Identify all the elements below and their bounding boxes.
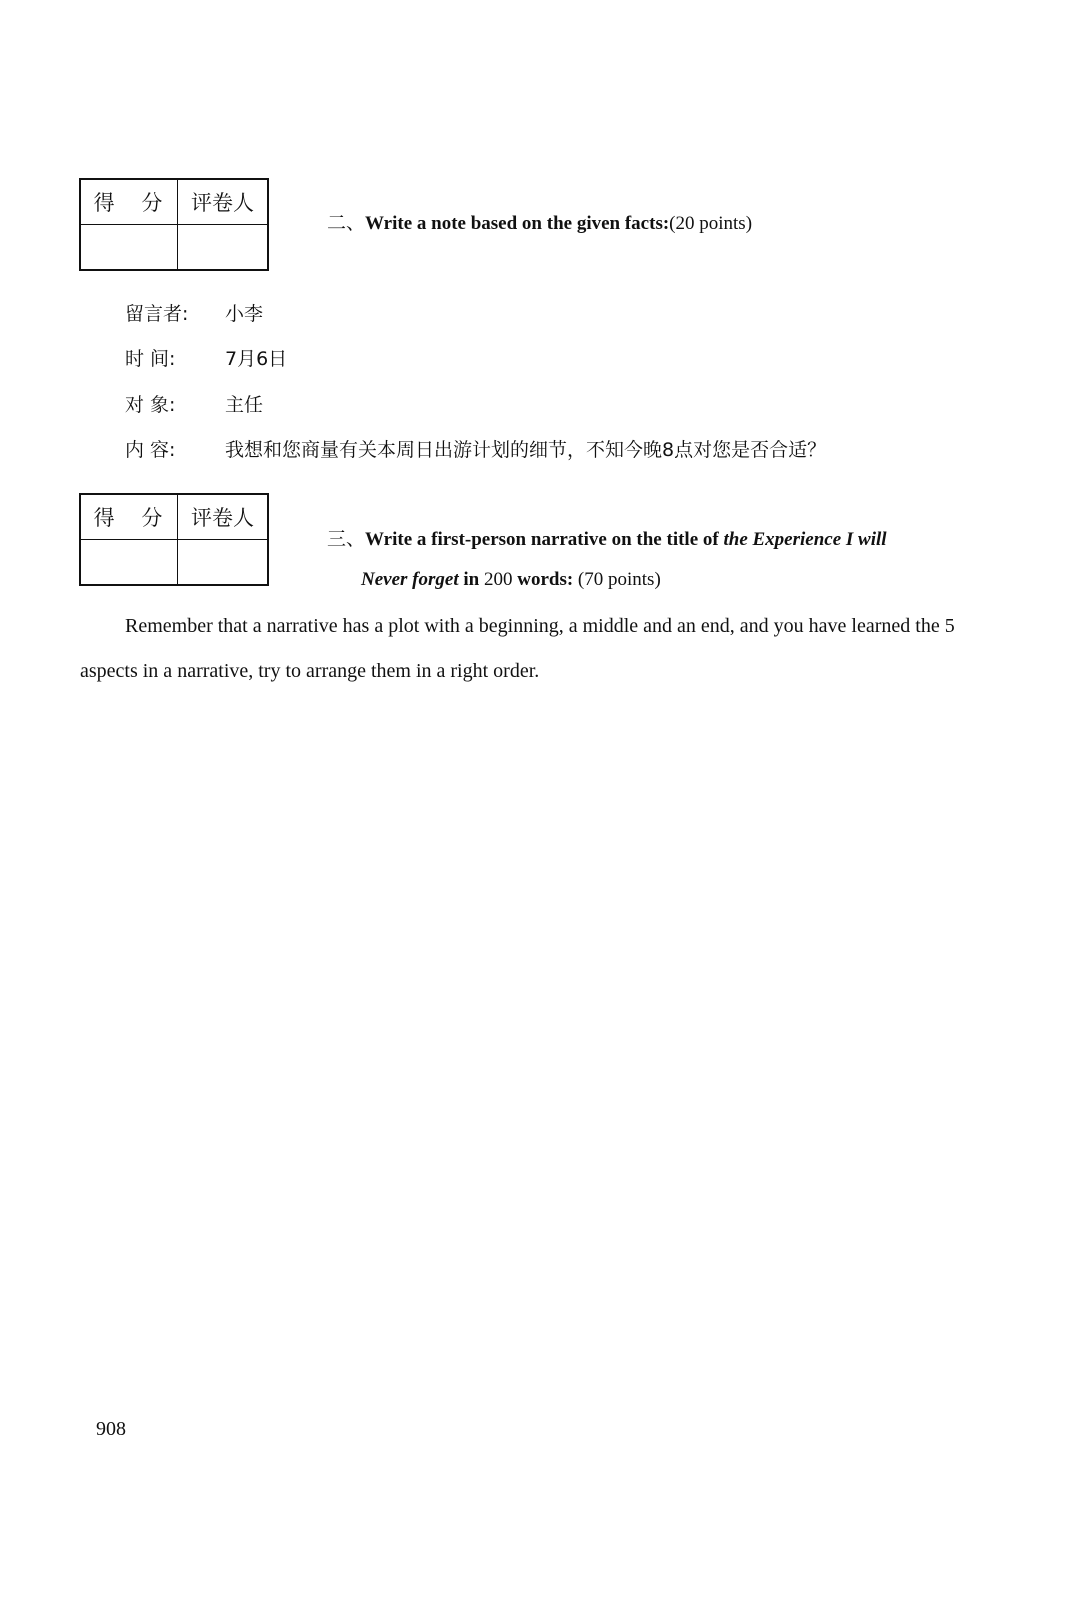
score-label: 得 分 xyxy=(80,494,178,540)
question-2-number: 二、 xyxy=(327,212,366,234)
fact-row-author xyxy=(125,299,263,326)
score-box-1 xyxy=(79,178,269,271)
grader-label: 评卷人 xyxy=(178,179,269,225)
grader-label: 评卷人 xyxy=(178,494,269,540)
grader-cell[interactable] xyxy=(178,540,269,586)
fact-row-recipient xyxy=(125,390,263,417)
instruction-text: Remember that a narrative has a plot with a beginning, a middle and an end, and you have learned the 5 aspects in a narrative, try to arrange them in a right order. xyxy=(80,615,955,682)
fact-label: 时 间: xyxy=(125,348,176,370)
question-3-words: words: xyxy=(512,569,574,590)
fact-value: 我想和您商量有关本周日出游计划的细节，不知今晚8点对您是否合适？ xyxy=(225,439,827,461)
question-3-text: Write a first-person narrative on the title of xyxy=(365,529,724,550)
score-box-2 xyxy=(79,493,269,586)
question-3-word-count: 200 xyxy=(483,569,513,590)
score-cell[interactable] xyxy=(80,225,178,271)
fact-row-content xyxy=(125,435,826,462)
question-3-number: 三、 xyxy=(327,528,366,550)
question-3-heading-line1 xyxy=(327,524,887,551)
fact-label: 留言者: xyxy=(125,303,189,325)
question-3-title-part2: Never forget xyxy=(361,569,459,590)
fact-value: 主任 xyxy=(225,394,264,416)
question-2-heading xyxy=(327,208,752,235)
fact-value: 7月6日 xyxy=(225,348,288,370)
score-cell[interactable] xyxy=(80,540,178,586)
question-3-title-part1: the Experience I will xyxy=(723,529,887,550)
instruction-paragraph xyxy=(80,604,975,694)
fact-value: 小李 xyxy=(225,303,264,325)
question-3-points: (70 points) xyxy=(577,569,661,590)
question-2-text: Write a note based on the given facts: xyxy=(365,213,670,234)
fact-label: 对 象: xyxy=(125,394,176,416)
fact-label: 内 容: xyxy=(125,439,176,461)
grader-cell[interactable] xyxy=(178,225,269,271)
question-3-in: in xyxy=(458,569,484,590)
page-number: 908 xyxy=(96,1418,126,1440)
question-3-heading-line2 xyxy=(361,569,661,591)
fact-row-time xyxy=(125,344,287,371)
question-2-points: (20 points) xyxy=(669,213,753,234)
score-label: 得 分 xyxy=(80,179,178,225)
